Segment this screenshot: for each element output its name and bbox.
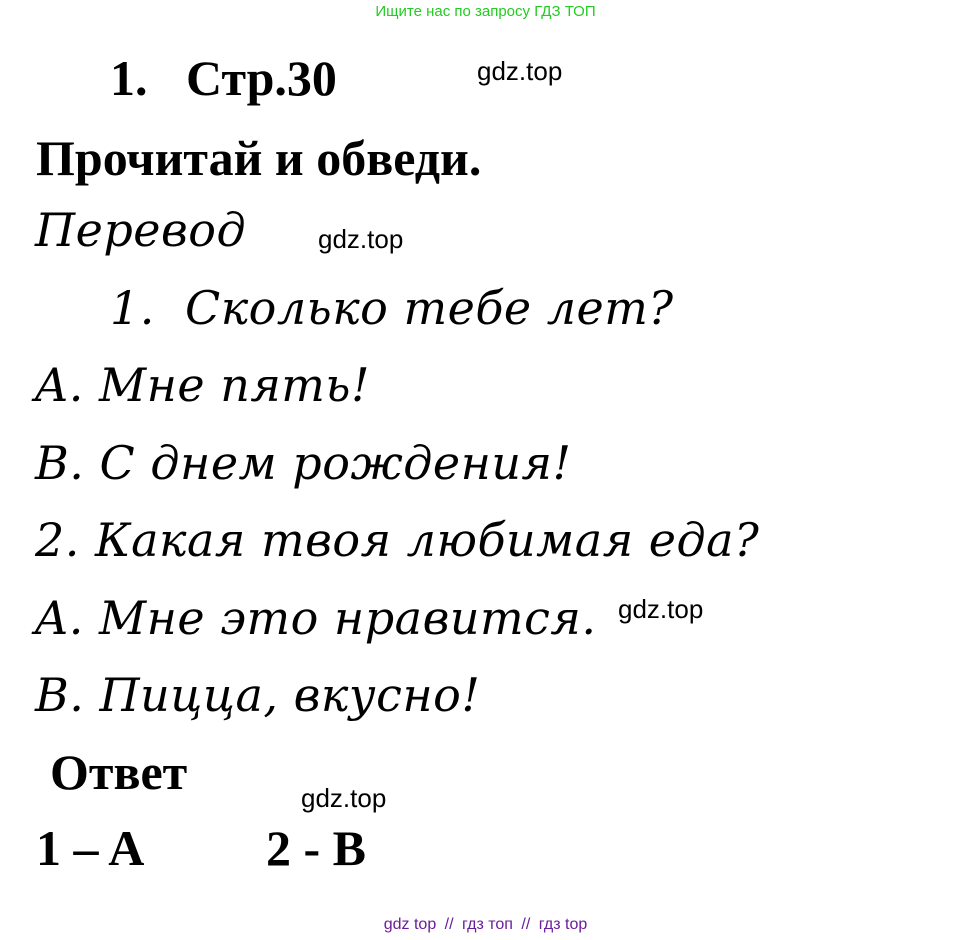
footer-separator: // xyxy=(444,916,454,933)
top-search-hint[interactable]: Ищите нас по запросу ГДЗ ТОП xyxy=(375,3,596,20)
question-1-number: 1. xyxy=(110,281,155,335)
footer-link[interactable]: гдз топ xyxy=(462,916,513,933)
page-reference: Стр.30 xyxy=(186,50,337,106)
watermark: gdz.top xyxy=(318,224,404,254)
task-instruction: Прочитай и обведи. xyxy=(36,130,482,186)
footer-link[interactable]: гдз top xyxy=(538,916,588,933)
question-2-option-a: A. Мне это нравится. xyxy=(35,591,597,645)
footer-link[interactable]: gdz top xyxy=(383,916,437,933)
answer-heading: Ответ xyxy=(50,744,188,800)
exercise-number: 1. xyxy=(110,50,148,106)
footer-separator: // xyxy=(521,916,531,933)
watermark: gdz.top xyxy=(477,56,563,86)
answer-2: 2 - B xyxy=(266,820,366,876)
translation-heading: Перевод xyxy=(35,203,247,257)
question-2-text: 2. Какая твоя любимая еда? xyxy=(35,513,760,567)
watermark: gdz.top xyxy=(301,783,387,813)
question-2-option-b: B. Пицца, вкусно! xyxy=(35,668,481,722)
watermark: gdz.top xyxy=(618,594,704,624)
question-1-text: Сколько тебе лет? xyxy=(185,281,674,335)
answer-1: 1 – A xyxy=(36,820,145,876)
question-1-option-a: A. Мне пять! xyxy=(35,358,370,412)
question-1-option-b: B. С днем рождения! xyxy=(35,436,572,490)
footer-links xyxy=(0,914,971,936)
